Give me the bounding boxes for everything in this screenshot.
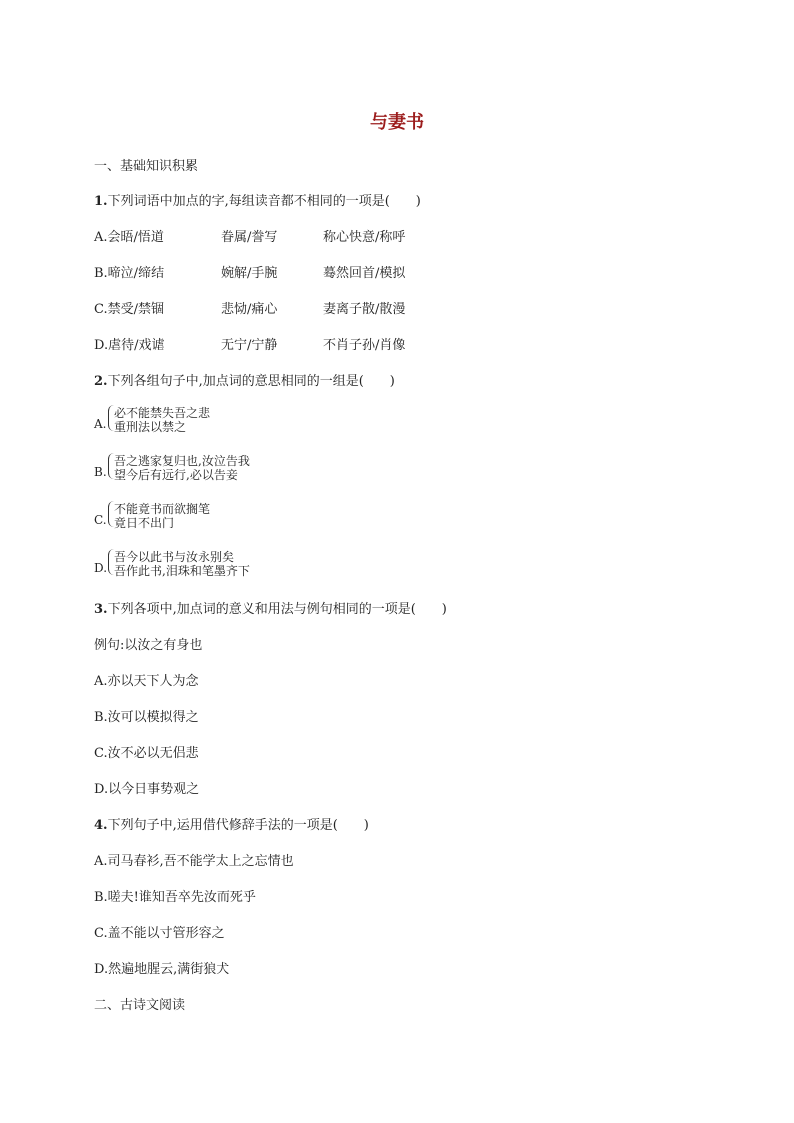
question-stem: 下列词语中加点的字,每组读音都不相同的一项是( ) [107, 194, 421, 209]
question-number: 3. [94, 602, 108, 617]
option-line-1: 必不能禁失吾之悲 [114, 406, 211, 420]
option-line-1: 不能竟书而欲搁笔 [114, 502, 211, 516]
option-line-2: 重刑法以禁之 [114, 420, 187, 434]
option-letter: C. [94, 513, 107, 527]
option-line-2: 竟日不出门 [114, 516, 175, 530]
option-text: 不肖子孙/肖像 [323, 338, 406, 353]
q3-example: 例句:以汝之有身也 [94, 638, 203, 653]
option-text: A.会晤/悟道 [94, 230, 164, 245]
option-text: B.啼泣/缔结 [94, 266, 165, 281]
option-text: 称心快意/称呼 [323, 230, 406, 245]
option-letter: B. [94, 465, 107, 479]
question-stem: 下列句子中,运用借代修辞手法的一项是( ) [107, 818, 369, 833]
q1-option-c [94, 298, 405, 317]
question-number: 2. [94, 374, 108, 389]
option-text: 眷属/誊写 [221, 230, 278, 245]
option-letter: A. [94, 417, 107, 431]
option-line-2: 望今后有远行,必以告妾 [114, 468, 238, 482]
section-heading-2: 二、古诗文阅读 [94, 998, 186, 1013]
option-line-1: 吾今以此书与汝永别矣 [114, 550, 235, 564]
q3-option-d: D.以今日事势观之 [94, 782, 200, 797]
question-3 [94, 598, 447, 617]
q4-option-a: A.司马春衫,吾不能学太上之忘情也 [94, 854, 294, 869]
question-stem: 下列各项中,加点词的意义和用法与例句相同的一项是( ) [107, 602, 447, 617]
q4-option-b: B.嗟夫!谁知吾卒先汝而死乎 [94, 890, 256, 905]
option-text: 蓦然回首/模拟 [323, 266, 406, 281]
document-title: 与妻书 [370, 112, 424, 133]
q3-option-b: B.汝可以模拟得之 [94, 710, 199, 725]
question-4 [94, 814, 369, 833]
q4-option-c: C.盖不能以寸管形容之 [94, 926, 225, 941]
question-stem: 下列各组句子中,加点词的意思相同的一组是( ) [107, 374, 395, 389]
option-text: 婉解/手腕 [221, 266, 278, 281]
option-text: 妻离子散/散漫 [323, 302, 406, 317]
option-text: 悲恸/痛心 [221, 302, 278, 317]
option-line-1: 吾之逃家复归也,汝泣告我 [114, 454, 250, 468]
option-text: C.禁受/禁锢 [94, 302, 164, 317]
q1-option-b [94, 262, 405, 281]
option-line-2: 吾作此书,泪珠和笔墨齐下 [114, 564, 250, 578]
q4-option-d: D.然遍地腥云,满街狼犬 [94, 962, 230, 977]
option-text: D.虐待/戏谑 [94, 338, 165, 353]
question-1 [94, 190, 421, 209]
q1-option-d [94, 334, 405, 353]
q1-option-a [94, 226, 405, 245]
question-number: 4. [94, 818, 108, 833]
q3-option-a: A.亦以天下人为念 [94, 674, 199, 689]
question-2 [94, 370, 395, 389]
option-text: 无宁/宁静 [221, 338, 278, 353]
option-letter: D. [94, 561, 108, 575]
q3-option-c: C.汝不必以无侣悲 [94, 746, 199, 761]
question-number: 1. [94, 194, 108, 209]
section-heading-1: 一、基础知识积累 [94, 159, 199, 174]
